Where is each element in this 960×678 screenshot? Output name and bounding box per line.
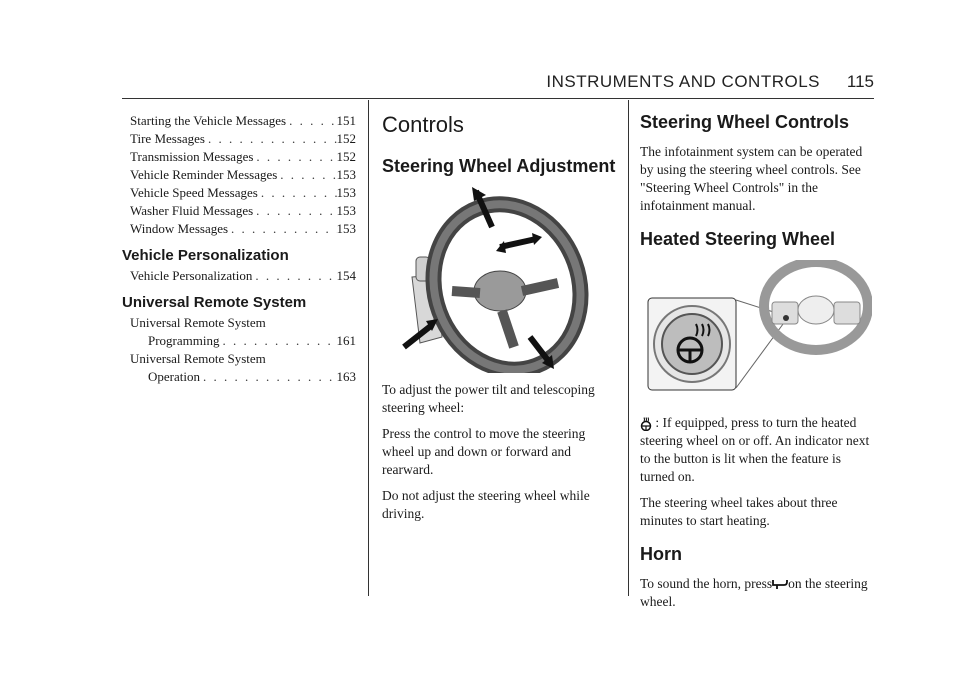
- section-title: Controls: [382, 112, 464, 137]
- toc-item[interactable]: Vehicle Reminder Messages . . . 153: [130, 166, 356, 184]
- toc-item[interactable]: Transmission Messages . . . 152: [130, 148, 356, 166]
- subsection-heading: Horn: [640, 544, 682, 564]
- column-divider-1: [368, 100, 369, 596]
- steering-wheel-adjustment-illustration: [382, 187, 616, 373]
- toc-item[interactable]: Vehicle Speed Messages . . . 153: [130, 184, 356, 202]
- paragraph: To sound the horn, press on the steering wheel.: [640, 576, 868, 609]
- toc-item[interactable]: Vehicle Personalization . . . 154: [130, 267, 356, 285]
- horn-icon: [772, 579, 788, 591]
- running-header-title: INSTRUMENTS AND CONTROLS: [546, 72, 820, 91]
- page-header: [0, 0, 960, 100]
- toc-column: [122, 112, 356, 386]
- toc-item[interactable]: Operation . . . 163: [130, 368, 356, 386]
- toc-item[interactable]: Washer Fluid Messages . . . 153: [130, 202, 356, 220]
- toc-item[interactable]: Starting the Vehicle Messages . . . 151: [130, 112, 356, 130]
- toc-item[interactable]: Programming . . . 161: [130, 332, 356, 350]
- paragraph: Press the control to move the steering wheel up and down or forward and rearward.: [382, 426, 586, 477]
- subsection-heading: Steering Wheel Adjustment: [382, 156, 616, 176]
- toc-item-line1[interactable]: Universal Remote System: [130, 351, 266, 366]
- paragraph: Do not adjust the steering wheel while driving.: [382, 488, 590, 521]
- paragraph: The steering wheel takes about three minutes to start heating.: [640, 495, 838, 528]
- steering-controls-column: [640, 112, 872, 619]
- paragraph: The infotainment system can be operated by using the steering wheel controls. See "Steering Wheel Controls" in the infotainment manual.: [640, 144, 863, 213]
- column-divider-2: [628, 100, 629, 596]
- paragraph: To adjust the power tilt and telescoping steering wheel:: [382, 382, 595, 415]
- toc-item[interactable]: Window Messages . . . 153: [130, 220, 356, 238]
- page-number: 115: [846, 72, 874, 91]
- toc-section-heading: Universal Remote System: [122, 294, 307, 311]
- toc-item[interactable]: Tire Messages . . . 152: [130, 130, 356, 148]
- subsection-heading: Steering Wheel Controls: [640, 112, 850, 132]
- controls-column: [382, 112, 616, 531]
- heated-steering-wheel-illustration: [640, 260, 872, 394]
- paragraph: : If equipped, press to turn the heated steering wheel on or off. An indicator next to the button is lit when the feature is turned on.: [640, 415, 870, 484]
- toc-item-line1[interactable]: Universal Remote System: [130, 315, 266, 330]
- header-rule: [122, 98, 874, 99]
- toc-section-heading: Vehicle Personalization: [122, 247, 289, 264]
- subsection-heading: Heated Steering Wheel: [640, 229, 836, 249]
- heated-steering-wheel-icon: [640, 417, 652, 431]
